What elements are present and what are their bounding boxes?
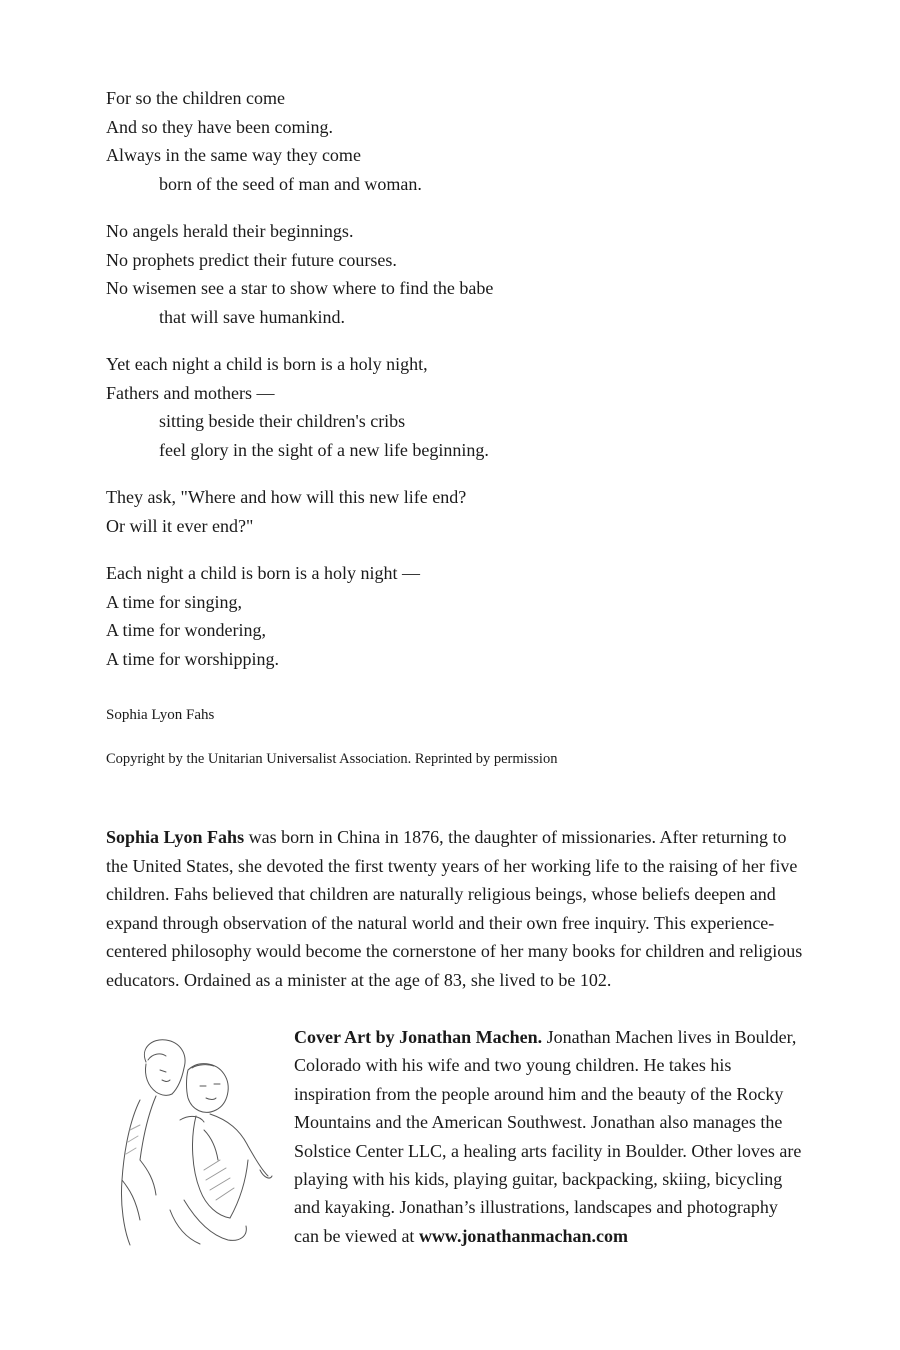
poem-stanza bbox=[106, 350, 806, 464]
poem-line: Fathers and mothers — bbox=[106, 382, 275, 403]
author-biography bbox=[106, 823, 806, 995]
poem-line: And so they have been coming. bbox=[106, 116, 333, 137]
poem-line: A time for singing, bbox=[106, 591, 242, 612]
artist-website-link[interactable]: www.jonathanmachan.com bbox=[418, 1225, 628, 1246]
poem-line: No angels herald their beginnings. bbox=[106, 221, 354, 241]
poem-line: that will save humankind. bbox=[159, 306, 345, 327]
sketch-image bbox=[100, 1030, 280, 1250]
poem-stanza bbox=[106, 217, 806, 331]
cover-art-sketch bbox=[100, 1030, 280, 1250]
poem-line: Each night a child is born is a holy night — bbox=[106, 563, 420, 583]
poem-line: No prophets predict their future courses. bbox=[106, 249, 397, 270]
bio-text: was born in China in 1876, the daughter of missionaries. After returning to the United States, she devoted the first twenty years of her working life to the raising of her five children. Fahs believed that children are naturally religious beings, whose beliefs deepen and expand through observation of the natural world and their own free inquiry. This experience-centered philosophy would become the cornerstone of her many books for children and religious educators. Ordained as a minister at the age of 83, she lived to be 102. bbox=[106, 827, 803, 990]
poem-line: born of the seed of man and woman. bbox=[159, 173, 422, 194]
poem-line: For so the children come bbox=[106, 88, 285, 108]
artist-heading: Cover Art by Jonathan Machen. bbox=[294, 1027, 543, 1047]
cover-art-credit bbox=[294, 1023, 804, 1250]
poem-line: Always in the same way they come bbox=[106, 145, 361, 165]
artist-text: Jonathan Machen lives in Boulder, Colorado with his wife and two young children. He takes his inspiration from the people around him and the beauty of the Rocky Mountains and the American Southwest. Jonathan also manages the Solstice Center LLC, a healing arts facility in Boulder. Other loves are playing with his kids, playing guitar, backpacking, skiing, bicycling and kayaking. Jonathan’s illustrations, landscapes and photography can be viewed at bbox=[294, 1027, 802, 1246]
poem bbox=[106, 84, 806, 692]
poem-line: sitting beside their children's cribs bbox=[159, 411, 406, 431]
poem-stanza bbox=[106, 483, 806, 540]
poem-line: A time for worshipping. bbox=[106, 648, 279, 669]
poem-line: A time for wondering, bbox=[106, 620, 266, 640]
poem-line: Or will it ever end?" bbox=[106, 515, 254, 536]
poem-stanza bbox=[106, 559, 806, 673]
poem-stanza bbox=[106, 84, 806, 198]
poem-line: No wisemen see a star to show where to find the babe bbox=[106, 278, 494, 298]
poem-line: They ask, "Where and how will this new life end? bbox=[106, 487, 467, 507]
copyright-notice: Copyright by the Unitarian Universalist Association. Reprinted by permission bbox=[106, 751, 558, 767]
poem-author: Sophia Lyon Fahs bbox=[106, 707, 215, 723]
poem-line: feel glory in the sight of a new life beginning. bbox=[159, 439, 489, 460]
poem-line: Yet each night a child is born is a holy night, bbox=[106, 354, 428, 374]
bio-name: Sophia Lyon Fahs bbox=[106, 827, 245, 847]
